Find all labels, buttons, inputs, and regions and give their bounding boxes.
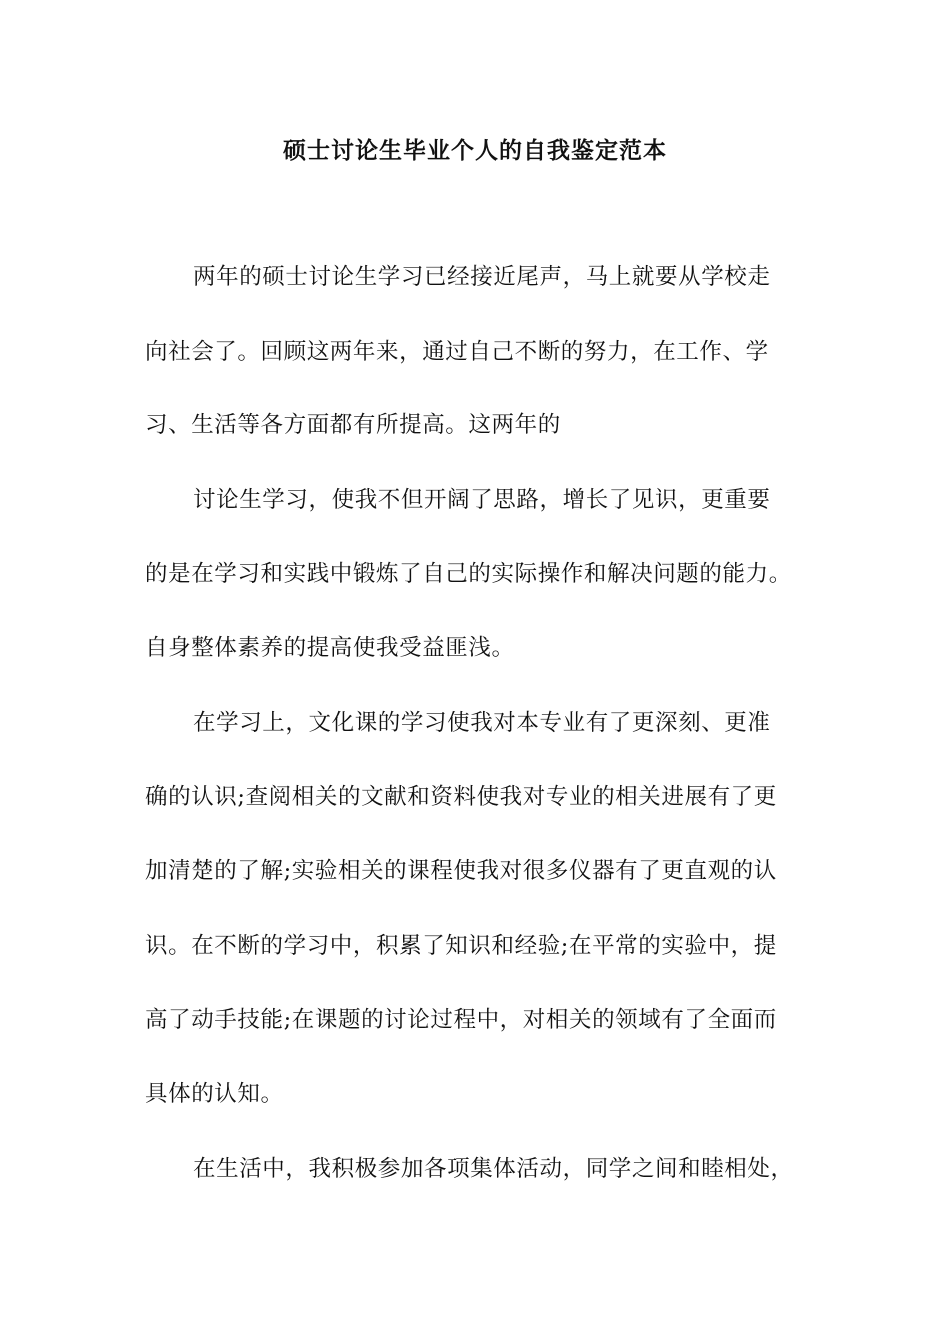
paragraph-line: 确的认识;查阅相关的文献和资料使我对专业的相关进展有了更	[145, 784, 777, 810]
paragraph-line: 高了动手技能;在课题的讨论过程中，对相关的领域有了全面而	[145, 1007, 777, 1033]
paragraph-line: 识。在不断的学习中，积累了知识和经验;在平常的实验中，提	[145, 933, 777, 959]
paragraph-line: 习、生活等各方面都有所提高。这两年的	[145, 412, 561, 438]
paragraph-line: 加清楚的了解;实验相关的课程使我对很多仪器有了更直观的认	[145, 858, 777, 884]
paragraph-line: 在学习上，文化课的学习使我对本专业有了更深刻、更准	[193, 710, 771, 736]
paragraph-line: 向社会了。回顾这两年来，通过自己不断的努力，在工作、学	[145, 339, 769, 365]
paragraph-line: 具体的认知。	[145, 1081, 284, 1107]
paragraph-line: 两年的硕士讨论生学习已经接近尾声，马上就要从学校走	[193, 264, 771, 290]
paragraph-line: 在生活中，我积极参加各项集体活动，同学之间和睦相处，	[193, 1156, 794, 1182]
paragraph-line: 讨论生学习，使我不但开阔了思路，增长了见识，更重要	[193, 487, 771, 513]
paragraph-line: 的是在学习和实践中锻炼了自己的实际操作和解决问题的能力。	[145, 561, 792, 587]
document-title: 硕士讨论生毕业个人的自我鉴定范本	[283, 137, 667, 164]
paragraph-line: 自身整体素养的提高使我受益匪浅。	[145, 635, 515, 661]
